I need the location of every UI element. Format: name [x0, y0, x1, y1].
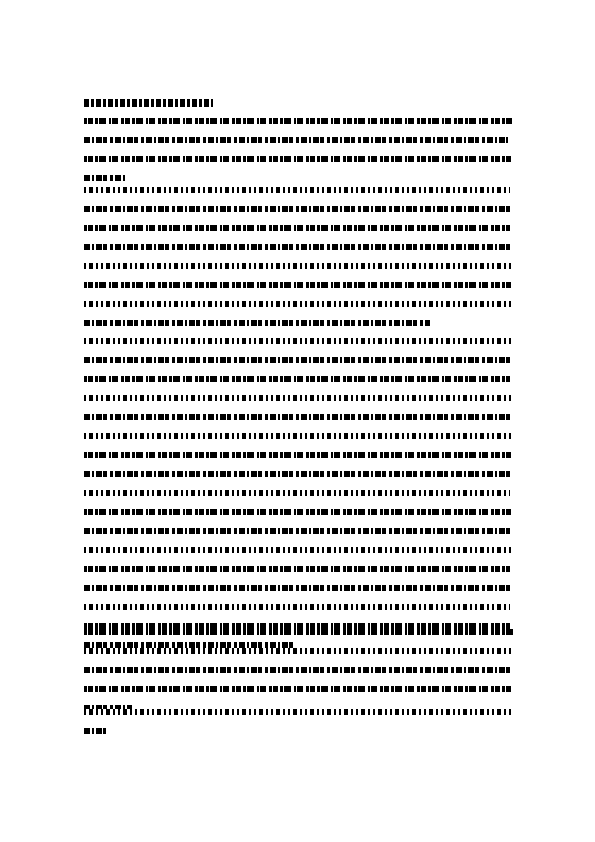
text-line [84, 452, 511, 458]
text-line [84, 490, 510, 496]
text-line [84, 728, 106, 734]
text-line [84, 604, 510, 610]
text-line [84, 301, 511, 307]
text-line [84, 509, 511, 515]
text-line [84, 338, 514, 344]
text-line [84, 709, 512, 715]
text-line [84, 686, 511, 692]
text-line [84, 118, 512, 124]
text-line [84, 187, 510, 193]
text-line [84, 137, 508, 143]
text-line [84, 547, 511, 553]
text-line [84, 471, 510, 477]
text-line [84, 175, 126, 181]
text-line [84, 395, 511, 401]
text-line [84, 225, 510, 231]
text-line [84, 320, 430, 326]
text-line [84, 206, 511, 212]
text-line [84, 282, 511, 288]
text-line [84, 585, 511, 591]
section-heading [84, 99, 213, 107]
text-line [84, 244, 511, 250]
text-line [84, 566, 510, 572]
paragraph-3 [84, 338, 514, 661]
paragraph-5 [84, 709, 512, 747]
paragraph-2 [84, 187, 511, 339]
text-line [84, 629, 513, 635]
paragraph-1 [84, 118, 512, 194]
text-line [84, 357, 510, 363]
text-line [84, 156, 511, 162]
text-line [84, 414, 510, 420]
text-line [84, 376, 510, 382]
text-line [84, 648, 511, 654]
text-line [84, 667, 510, 673]
text-line [84, 528, 510, 534]
text-line [84, 263, 511, 269]
text-line [84, 433, 511, 439]
